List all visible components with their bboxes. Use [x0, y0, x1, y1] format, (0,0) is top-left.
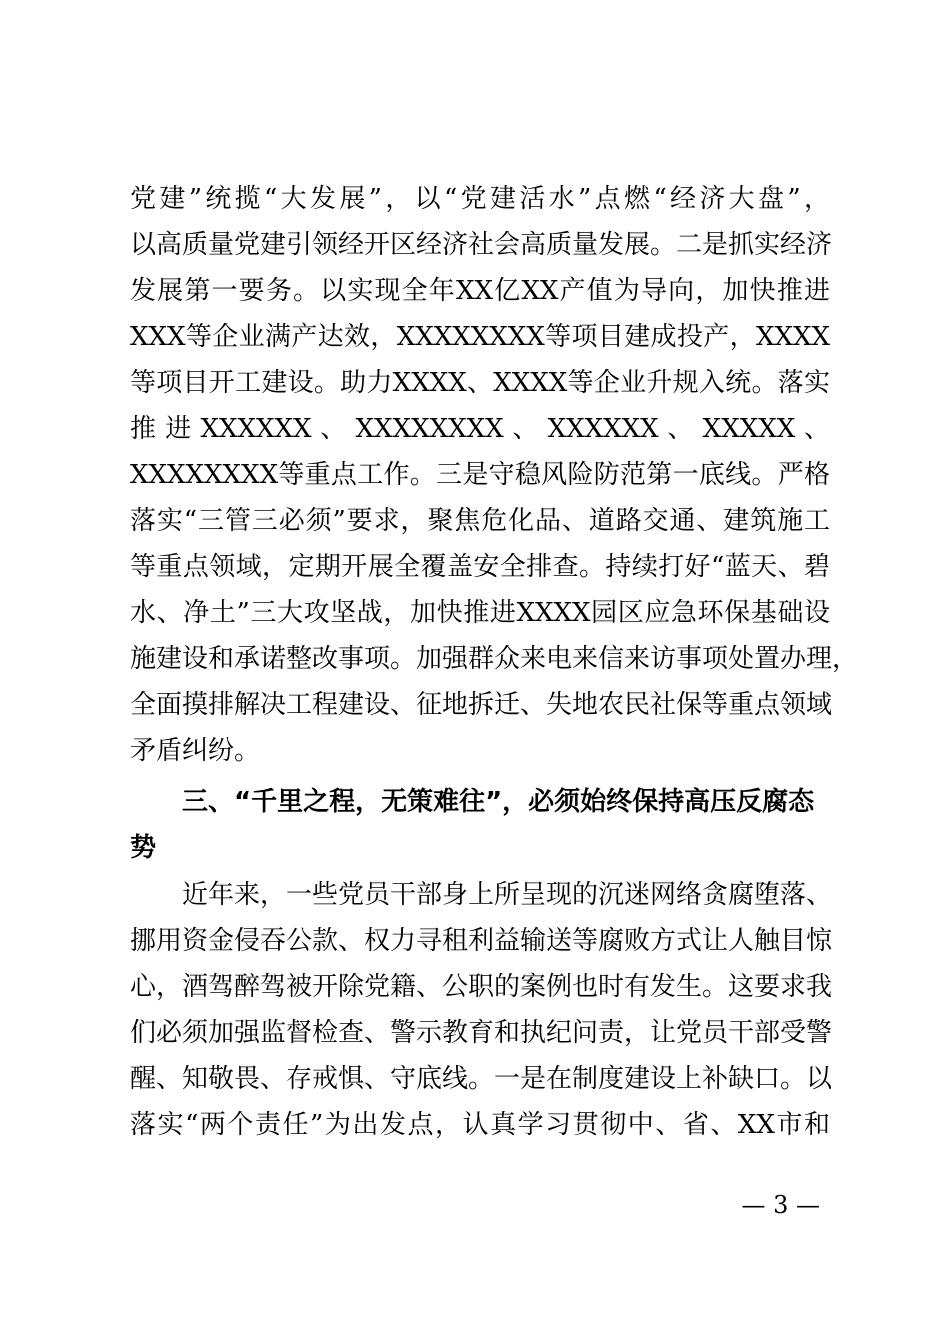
body-text-line: 水、净土”三大攻坚战，加快推进XXXX园区应急环保基础设	[130, 598, 830, 628]
body-text-line: 等重点领域，定期开展全覆盖安全排查。持续打好“蓝天、碧	[130, 552, 830, 582]
page-number: — 3 —	[741, 1191, 820, 1219]
body-text-line: 落实“三管三必须”要求，聚焦危化品、道路交通、建筑施工	[130, 506, 830, 536]
body-text-line: 施建设和承诺整改事项。加强群众来电来信来访事项处置办理，	[130, 644, 859, 674]
body-text-line: 落实“两个责任”为出发点，认真学习贯彻中、省、XX市和	[130, 1110, 830, 1140]
body-text-line: 心，酒驾醉驾被开除党籍、公职的案例也时有发生。这要求我	[130, 972, 833, 1002]
section-heading-continuation: 势	[130, 833, 157, 863]
section-heading: 三、“千里之程，无策难往”，必须始终保持高压反腐态	[182, 787, 815, 817]
body-text-line: XXXXXXXX等重点工作。三是守稳风险防范第一底线。严格	[130, 460, 830, 490]
body-text-line: 党建”统揽“大发展”，以“党建活水”点燃“经济大盘”，	[130, 184, 830, 214]
body-text-line: 们必须加强监督检查、警示教育和执纪问责，让党员干部受警	[130, 1018, 833, 1048]
body-text-line: 推 进 XXXXXX 、 XXXXXXXX 、 XXXXXX 、 XXXXX 、	[130, 414, 830, 444]
body-text-line: 醒、知敬畏、存戒惧、守底线。一是在制度建设上补缺口。以	[130, 1064, 833, 1094]
body-text-line: XXX等企业满产达效，XXXXXXXX等项目建成投产，XXXX	[130, 322, 830, 352]
body-text-line: 以高质量党建引领经开区经济社会高质量发展。二是抓实经济	[130, 230, 833, 260]
body-text-line: 发展第一要务。以实现全年XX亿XX产值为导向，加快推进	[130, 276, 830, 306]
body-text-line: 全面摸排解决工程建设、征地拆迁、失地农民社保等重点领域	[130, 690, 833, 720]
body-text-line: 矛盾纠纷。	[130, 736, 261, 766]
body-text-line: 挪用资金侵吞公款、权力寻租利益输送等腐败方式让人触目惊	[130, 926, 833, 956]
body-text-line: 等项目开工建设。助力XXXX、XXXX等企业升规入统。落实	[130, 368, 830, 398]
body-text-line: 近年来，一些党员干部身上所呈现的沉迷网络贪腐堕落、	[182, 880, 833, 910]
